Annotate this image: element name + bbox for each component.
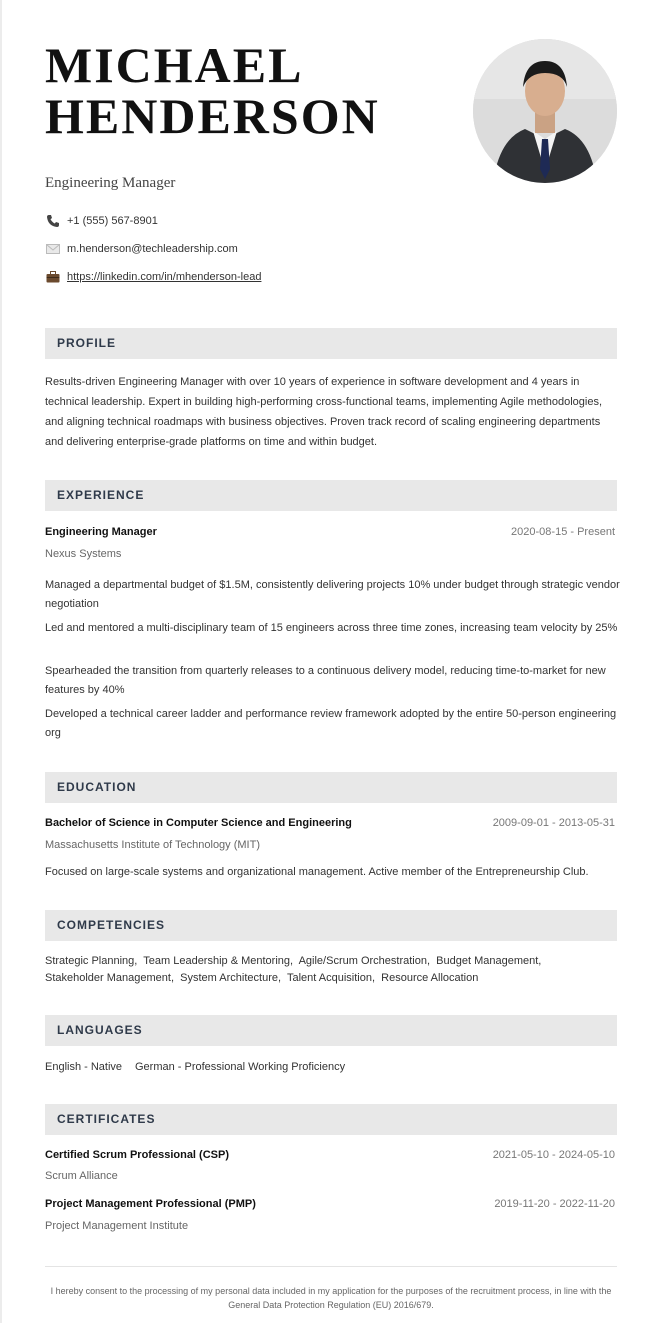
- competency-item: Budget Management,: [436, 955, 542, 967]
- certificates-heading: CERTIFICATES: [45, 1104, 617, 1135]
- language-item: English - Native: [45, 1061, 123, 1073]
- education-degree: Bachelor of Science in Computer Science and Engineering: [45, 817, 352, 829]
- experience-dates: 2020-08-15 - Present: [511, 526, 615, 538]
- profile-heading: PROFILE: [45, 328, 617, 359]
- certificate-name: Certified Scrum Professional (CSP): [45, 1149, 229, 1161]
- candidate-name: [45, 37, 380, 144]
- experience-bullet: Managed a departmental budget of $1.5M, consistently delivering projects 10% under budget through strategic vendor negotiation: [45, 579, 620, 610]
- contact-email: [45, 242, 238, 256]
- last-name: HENDERSON: [45, 88, 380, 144]
- contact-phone: [45, 214, 158, 228]
- competency-item: Talent Acquisition,: [286, 972, 376, 984]
- certificate-name: Project Management Professional (PMP): [45, 1198, 256, 1210]
- languages-heading: LANGUAGES: [45, 1015, 617, 1046]
- competency-item: Stakeholder Management,: [45, 972, 175, 984]
- experience-title: Engineering Manager: [45, 526, 157, 538]
- gdpr-consent: I hereby consent to the processing of my personal data included in my application for the purposes of the recruitment process, in line with the General Data Protection Regulation (EU) 2016/679.: [50, 1286, 612, 1310]
- competency-item: Agile/Scrum Orchestration,: [298, 955, 431, 967]
- competency-item: Resource Allocation: [381, 972, 479, 984]
- profile-photo: [473, 39, 617, 183]
- certificate-issuer: Scrum Alliance: [45, 1170, 118, 1182]
- certificate-dates: 2019-11-20 - 2022-11-20: [494, 1198, 615, 1210]
- education-description: Focused on large-scale systems and organizational management. Active member of the Entrepreneurship Club.: [45, 866, 589, 878]
- education-school: Massachusetts Institute of Technology (MIT): [45, 839, 260, 851]
- email-address: m.henderson@techleadership.com: [67, 243, 238, 255]
- briefcase-icon: [45, 270, 61, 284]
- certificate-dates: 2021-05-10 - 2024-05-10: [492, 1149, 615, 1161]
- competency-item: Team Leadership & Mentoring,: [143, 955, 294, 967]
- envelope-icon: [45, 242, 61, 256]
- footer-divider: [45, 1266, 617, 1267]
- phone-number: +1 (555) 567-8901: [67, 215, 158, 227]
- phone-icon: [45, 214, 61, 228]
- language-item: German - Professional Working Proficiency: [135, 1061, 346, 1073]
- certificate-issuer: Project Management Institute: [45, 1220, 189, 1232]
- experience-bullet: Developed a technical career ladder and performance review framework adopted by the entire 50-person engineering org: [45, 708, 617, 739]
- linkedin-link[interactable]: https://linkedin.com/in/mhenderson-lead: [67, 271, 262, 283]
- experience-bullet: Led and mentored a multi-disciplinary team of 15 engineers across three time zones, increasing team velocity by 25%: [45, 622, 618, 634]
- experience-company: Nexus Systems: [45, 548, 122, 560]
- education-heading: EDUCATION: [45, 772, 617, 803]
- competencies-heading: COMPETENCIES: [45, 910, 617, 941]
- experience-bullet: Spearheaded the transition from quarterly releases to a continuous delivery model, reducing time-to-market for new features by 40%: [45, 665, 606, 696]
- experience-heading: EXPERIENCE: [45, 480, 617, 511]
- profile-summary: Results-driven Engineering Manager with over 10 years of experience in software development and 4 years in technical leadership. Expert in building high-performing cross-functional teams, implementing Agile methodologies, and aligning technical roadmaps with business objectives. Proven track record of scaling engineering departments and delivering enterprise-grade platforms on time and within budget.: [45, 376, 603, 448]
- education-dates: 2009-09-01 - 2013-05-31: [492, 817, 615, 829]
- first-name: MICHAEL: [45, 37, 304, 93]
- contact-linkedin: [45, 270, 261, 284]
- job-title: Engineering Manager: [45, 175, 176, 191]
- competency-item: System Architecture,: [180, 972, 282, 984]
- portrait-image: [473, 39, 617, 183]
- competency-item: Strategic Planning,: [45, 955, 138, 967]
- competencies-list: [45, 953, 565, 987]
